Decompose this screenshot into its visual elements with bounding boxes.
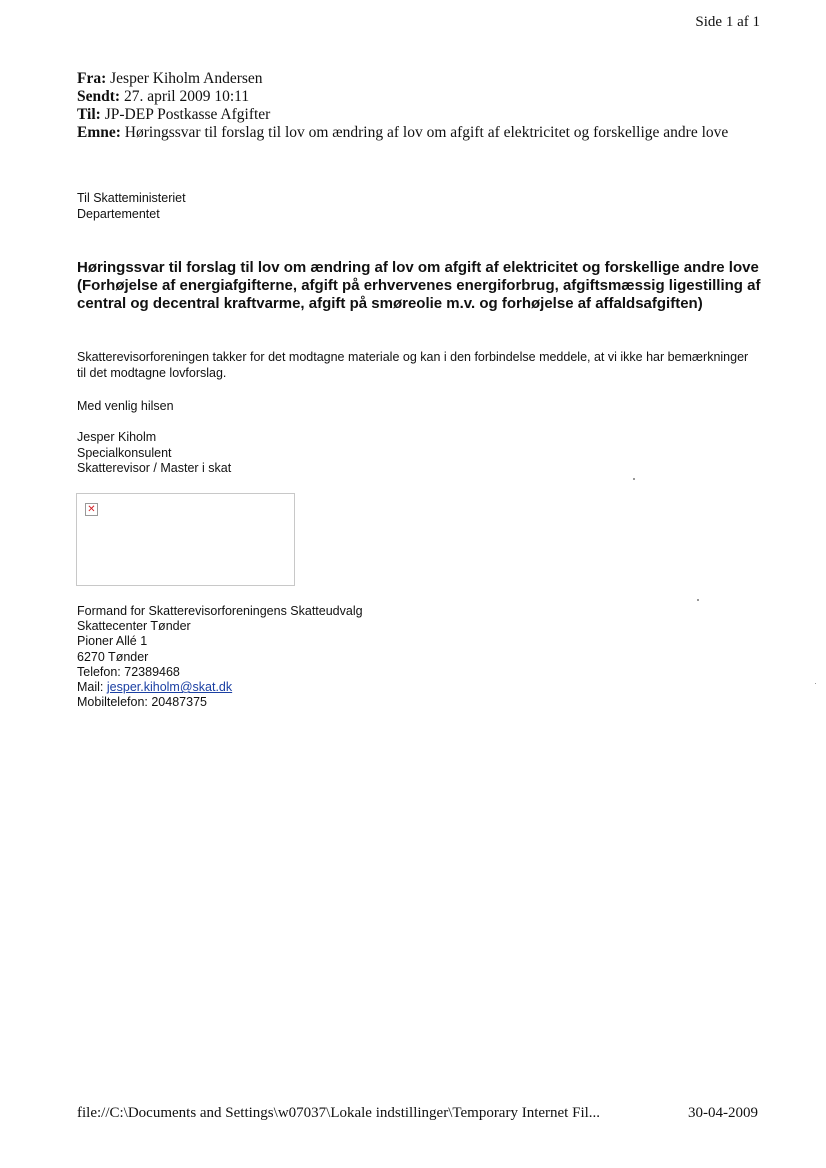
- scan-speck: [633, 478, 635, 480]
- signature-title: Specialkonsulent: [77, 445, 172, 460]
- phone-label: Telefon:: [77, 664, 121, 679]
- mobile-label: Mobiltelefon:: [77, 695, 148, 710]
- sent-value: 27. april 2009 10:11: [123, 88, 250, 105]
- to-value: JP-DEP Postkasse Afgifter: [104, 106, 271, 123]
- document-heading: Høringssvar til forslag til lov om ændring af lov om afgift af elektricitet og forskellige andre love (Forhøjelse af energiafgifterne, afgift på erhvervenes energiforbrug, afgiftsmæssig ligestilling af central og decentral kraftvarme, afgift på smøreolie m.v. og forhøjelse af affaldsafgiften): [77, 259, 761, 312]
- contact-org: Formand for Skatterevisorforeningens Skatteudvalg: [77, 604, 363, 618]
- contact-mobile-line: [77, 695, 363, 710]
- mail-label: Mail:: [77, 680, 104, 695]
- sent-line: [77, 88, 757, 106]
- email-header: [77, 70, 757, 142]
- embedded-image-placeholder: [76, 493, 295, 586]
- recipient-block: [77, 191, 186, 222]
- contact-city: 6270 Tønder: [77, 649, 149, 664]
- from-value: Jesper Kiholm Andersen: [110, 70, 263, 87]
- mail-link[interactable]: jesper.kiholm@skat.dk: [106, 680, 233, 695]
- contact-phone-line: [77, 665, 363, 680]
- from-line: [77, 70, 757, 88]
- signature-name: Jesper Kiholm: [77, 430, 157, 444]
- contact-street: Pioner Allé 1: [77, 634, 148, 649]
- footer-date: 30-04-2009: [688, 1105, 758, 1121]
- mobile-value: 20487375: [151, 695, 207, 710]
- contact-office: Skattecenter Tønder: [77, 619, 191, 634]
- subject-line: [77, 124, 757, 142]
- sent-label: Sendt:: [77, 88, 121, 105]
- broken-image-icon: ✕: [85, 503, 98, 516]
- contact-mail-line: [77, 680, 363, 695]
- scan-speck: [815, 683, 816, 684]
- signature-block: [77, 430, 231, 477]
- footer-file-path: file://C:\Documents and Settings\w07037\Lokale indstillinger\Temporary Internet Fil...: [77, 1105, 601, 1121]
- to-label: Til:: [77, 106, 101, 123]
- greeting: Med venlig hilsen: [77, 399, 174, 413]
- recipient-line-2: Departementet: [77, 206, 160, 221]
- signature-role: Skatterevisor / Master i skat: [77, 461, 232, 475]
- page-number: Side 1 af 1: [695, 14, 760, 30]
- phone-value: 72389468: [124, 664, 180, 679]
- from-label: Fra:: [77, 70, 107, 87]
- recipient-line-1: Til Skatteministeriet: [77, 191, 186, 205]
- contact-block: [77, 604, 363, 710]
- scan-speck: [697, 599, 699, 601]
- subject-value: Høringssvar til forslag til lov om ændring af lov om afgift af elektricitet og forskellige andre love: [124, 124, 729, 141]
- body-paragraph: Skatterevisorforeningen takker for det modtagne materiale og kan i den forbindelse meddele, at vi ikke har bemærkninger til det modtagne lovforslag.: [77, 350, 749, 380]
- subject-label: Emne:: [77, 124, 121, 141]
- to-line: [77, 106, 757, 124]
